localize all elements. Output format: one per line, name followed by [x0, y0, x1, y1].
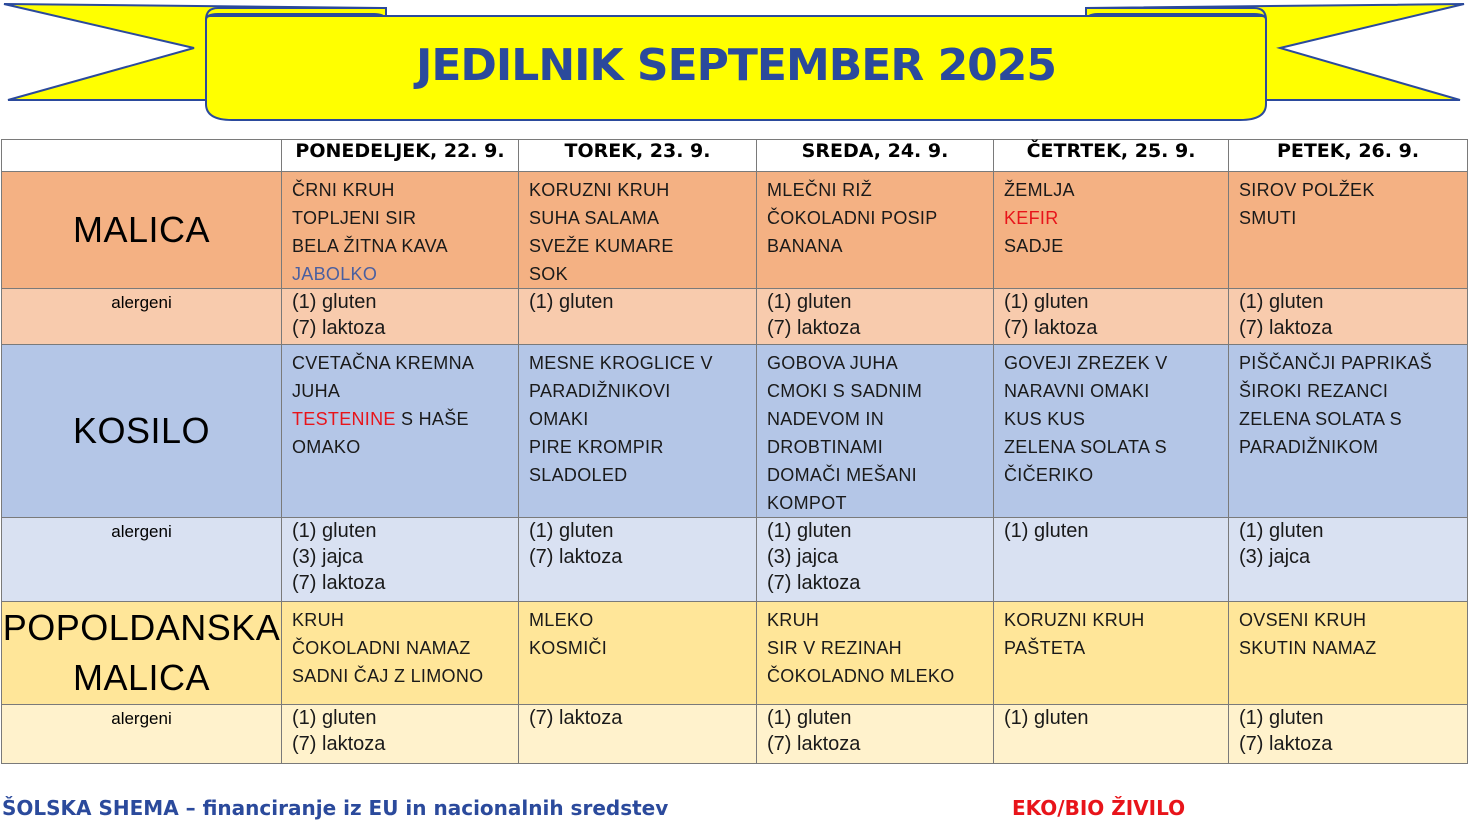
- allergen-item: (7) laktoza: [292, 733, 386, 755]
- menu-item: ČIČERIKO: [1004, 465, 1094, 485]
- menu-item: KEFIR: [1004, 208, 1059, 228]
- school-scheme-note: ŠOLSKA SHEMA – financiranje iz EU in nacionalnih sredstev: [2, 796, 669, 820]
- day-header: PONEDELJEK, 22. 9.: [282, 140, 519, 172]
- meal-label-line: KOSILO: [72, 410, 211, 451]
- menu-cell: [757, 602, 994, 705]
- day-header: TOREK, 23. 9.: [519, 140, 757, 172]
- allergen-cell: [994, 705, 1229, 764]
- allergen-cell: [519, 705, 757, 764]
- menu-cell: [994, 172, 1229, 289]
- menu-item: KOSMIČI: [529, 638, 608, 658]
- menu-item: ČOKOLADNI POSIP: [767, 208, 938, 228]
- allergen-item: (1) gluten: [1004, 707, 1089, 729]
- menu-item: CMOKI S SADNIM: [767, 381, 923, 401]
- day-header-row: [2, 140, 1468, 172]
- allergen-item: (1) gluten: [767, 707, 852, 729]
- allergen-row: [2, 518, 1468, 602]
- menu-cell: [1229, 172, 1468, 289]
- allergen-item: (7) laktoza: [292, 317, 386, 339]
- menu-item: TOPLJENI SIR: [292, 208, 417, 228]
- menu-item: SMUTI: [1239, 208, 1297, 228]
- allergen-cell: [994, 518, 1229, 602]
- menu-item: NARAVNI OMAKI: [1004, 381, 1150, 401]
- allergen-cell: [519, 518, 757, 602]
- allergen-item: (1) gluten: [292, 291, 377, 313]
- meal-label-line: MALICA: [72, 209, 211, 250]
- menu-item: CVETAČNA KREMNA: [292, 353, 475, 373]
- allergen-item: (1) gluten: [1004, 520, 1089, 542]
- allergen-label: alergeni: [2, 705, 282, 764]
- menu-cell: [757, 172, 994, 289]
- menu-item: ZELENA SOLATA S: [1004, 437, 1167, 457]
- meal-label: [2, 602, 282, 705]
- day-header: SREDA, 24. 9.: [757, 140, 994, 172]
- menu-item-part: S HAŠE: [395, 409, 469, 429]
- menu-table: [1, 139, 1468, 764]
- menu-item: SIROV POLŽEK: [1239, 180, 1375, 200]
- menu-item: SLADOLED: [529, 465, 628, 485]
- menu-item: PIRE KROMPIR: [529, 437, 664, 457]
- menu-item: BANANA: [767, 236, 843, 256]
- allergen-item: (7) laktoza: [529, 707, 623, 729]
- allergen-item: (3) jajca: [292, 546, 364, 568]
- title-banner: [0, 0, 1468, 130]
- menu-item: ŠIROKI REZANCI: [1239, 381, 1389, 401]
- menu-item: MESNE KROGLICE V: [529, 353, 713, 373]
- menu-item: ČOKOLADNI NAMAZ: [292, 638, 471, 658]
- page-title: JEDILNIK SEPTEMBER 2025: [415, 40, 1057, 91]
- meal-label: [2, 172, 282, 289]
- menu-item: KRUH: [292, 610, 345, 630]
- allergen-cell: [282, 289, 519, 345]
- menu-item: ŽEMLJA: [1004, 180, 1075, 200]
- menu-item: SIR V REZINAH: [767, 638, 902, 658]
- allergen-item: (7) laktoza: [1004, 317, 1098, 339]
- allergen-cell: [1229, 289, 1468, 345]
- allergen-item: (1) gluten: [1239, 291, 1324, 313]
- menu-item: NADEVOM IN: [767, 409, 885, 429]
- menu-item: MLEČNI RIŽ: [767, 180, 873, 200]
- menu-item: MLEKO: [529, 610, 594, 630]
- allergen-row: [2, 289, 1468, 345]
- allergen-item: (3) jajca: [1239, 546, 1311, 568]
- menu-item: PARADIŽNIKOM: [1239, 437, 1379, 457]
- allergen-cell: [1229, 518, 1468, 602]
- menu-cell: [282, 172, 519, 289]
- menu-item: SADNI ČAJ Z LIMONO: [292, 666, 484, 686]
- menu-cell: [519, 172, 757, 289]
- menu-item: ČRNI KRUH: [292, 180, 395, 200]
- allergen-cell: [519, 289, 757, 345]
- menu-item: OMAKI: [529, 409, 589, 429]
- menu-item: ZELENA SOLATA S: [1239, 409, 1402, 429]
- allergen-item: (1) gluten: [529, 291, 614, 313]
- allergen-item: (7) laktoza: [292, 572, 386, 594]
- menu-cell: [1229, 345, 1468, 518]
- menu-item: PARADIŽNIKOVI: [529, 381, 671, 401]
- allergen-cell: [282, 705, 519, 764]
- menu-item: JUHA: [292, 381, 341, 401]
- allergen-item: (1) gluten: [767, 520, 852, 542]
- allergen-item: (1) gluten: [767, 291, 852, 313]
- allergen-item: (7) laktoza: [767, 733, 861, 755]
- day-header: PETEK, 26. 9.: [1229, 140, 1468, 172]
- menu-item: KRUH: [767, 610, 820, 630]
- allergen-item: (1) gluten: [292, 707, 377, 729]
- corner-cell: [2, 140, 282, 172]
- menu-cell: [757, 345, 994, 518]
- menu-item: DOMAČI MEŠANI: [767, 465, 917, 485]
- meal-row: [2, 602, 1468, 705]
- allergen-cell: [757, 289, 994, 345]
- menu-item: GOVEJI ZREZEK V: [1004, 353, 1168, 373]
- menu-cell: [994, 345, 1229, 518]
- menu-item: KUS KUS: [1004, 409, 1086, 429]
- allergen-item: (7) laktoza: [767, 572, 861, 594]
- allergen-cell: [757, 705, 994, 764]
- menu-item: SOK: [529, 264, 568, 284]
- eko-bio-legend: EKO/BIO ŽIVILO: [1012, 796, 1186, 820]
- day-header: ČETRTEK, 25. 9.: [994, 140, 1229, 172]
- allergen-item: (1) gluten: [1239, 520, 1324, 542]
- meal-row: [2, 172, 1468, 289]
- allergen-cell: [1229, 705, 1468, 764]
- menu-item: [292, 405, 508, 433]
- meal-row: [2, 345, 1468, 518]
- menu-item: OVSENI KRUH: [1239, 610, 1367, 630]
- menu-item: ČOKOLADNO MLEKO: [767, 666, 955, 686]
- menu-item: BELA ŽITNA KAVA: [292, 236, 448, 256]
- meal-label-line: POPOLDANSKA: [2, 607, 281, 648]
- meal-label-line: MALICA: [72, 657, 211, 698]
- menu-cell: [519, 345, 757, 518]
- menu-item: OMAKO: [292, 437, 361, 457]
- allergen-label: alergeni: [2, 518, 282, 602]
- menu-cell: [1229, 602, 1468, 705]
- menu-item: SUHA SALAMA: [529, 208, 660, 228]
- allergen-label: alergeni: [2, 289, 282, 345]
- allergen-cell: [994, 289, 1229, 345]
- allergen-row: [2, 705, 1468, 764]
- menu-cell: [519, 602, 757, 705]
- meal-rows: [2, 172, 1468, 764]
- menu-cell: [282, 602, 519, 705]
- allergen-item: (1) gluten: [1239, 707, 1324, 729]
- menu-item-part: TESTENINE: [292, 409, 396, 429]
- allergen-item: (1) gluten: [292, 520, 377, 542]
- menu-item: PAŠTETA: [1004, 638, 1086, 658]
- menu-cell: [282, 345, 519, 518]
- allergen-item: (7) laktoza: [529, 546, 623, 568]
- allergen-item: (7) laktoza: [1239, 317, 1333, 339]
- allergen-item: (1) gluten: [1004, 291, 1089, 313]
- menu-cell: [994, 602, 1229, 705]
- menu-item: JABOLKO: [292, 264, 378, 284]
- allergen-cell: [282, 518, 519, 602]
- allergen-cell: [757, 518, 994, 602]
- allergen-item: (3) jajca: [767, 546, 839, 568]
- menu-item: KORUZNI KRUH: [529, 180, 670, 200]
- menu-item: KORUZNI KRUH: [1004, 610, 1145, 630]
- allergen-item: (7) laktoza: [767, 317, 861, 339]
- allergen-item: (7) laktoza: [1239, 733, 1333, 755]
- meal-label: [2, 345, 282, 518]
- allergen-item: (1) gluten: [529, 520, 614, 542]
- menu-item: DROBTINAMI: [767, 437, 884, 457]
- menu-item: SKUTIN NAMAZ: [1239, 638, 1377, 658]
- menu-item: KOMPOT: [767, 493, 847, 513]
- menu-item: SADJE: [1004, 236, 1064, 256]
- menu-item: PIŠČANČJI PAPRIKAŠ: [1239, 353, 1433, 373]
- menu-item: SVEŽE KUMARE: [529, 236, 674, 256]
- menu-item: GOBOVA JUHA: [767, 353, 898, 373]
